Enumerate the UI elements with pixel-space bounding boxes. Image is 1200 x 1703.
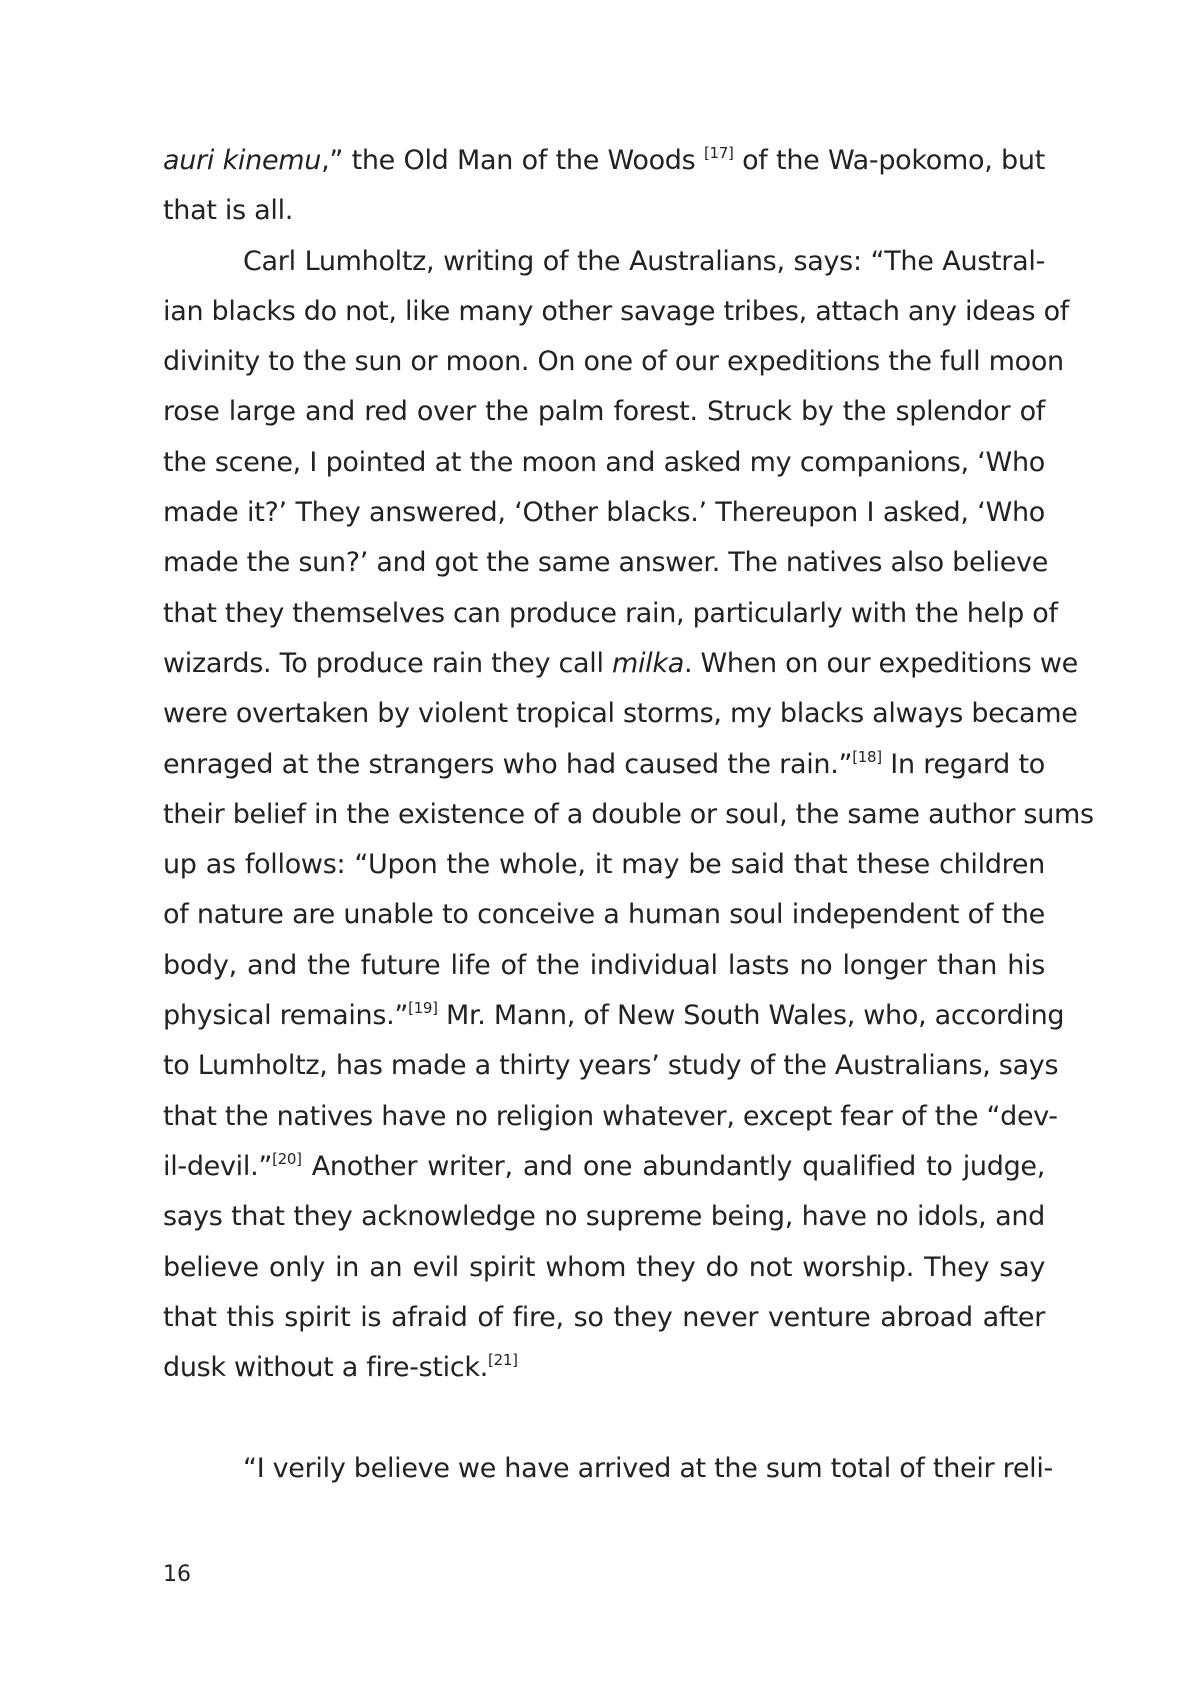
text-line: made it?’ They answered, ‘Other blacks.’ Thereupon I asked, ‘Who	[163, 497, 1045, 529]
footnote-ref-20[interactable]: [20]	[272, 1149, 302, 1168]
text-line: that this spirit is afraid of fire, so they never venture abroad after	[163, 1301, 1045, 1333]
text-line: made the sun?’ and got the same answer. The natives also believe	[163, 547, 1049, 579]
text-line: were overtaken by violent tropical storms, my blacks always became	[163, 698, 1078, 730]
text-line: of nature are unable to conceive a human soul independent of the	[163, 899, 1045, 931]
text-line: divinity to the sun or moon. On one of our expeditions the full moon	[163, 346, 1064, 378]
text-line: that they themselves can produce rain, particularly with the help of	[163, 597, 1058, 629]
text-line: their belief in the existence of a double or soul, the same author sums	[163, 798, 1094, 830]
text-line: physical remains.”[19] Mr. Mann, of New South Wales, who, according	[163, 999, 1065, 1032]
quote-start: “I verily believe we have arrived at the sum total of their reli-	[243, 1452, 1053, 1484]
italic-term-auri-kinemu: auri kinemu	[163, 145, 322, 176]
text-line: that the natives have no religion whatever, except fear of the “dev-	[163, 1100, 1058, 1132]
text-line: to Lumholtz, has made a thirty years’ study of the Australians, says	[163, 1050, 1059, 1082]
footnote-ref-18[interactable]: [18]	[852, 747, 882, 766]
footnote-ref-19[interactable]: [19]	[408, 999, 438, 1018]
text-line: rose large and red over the palm forest. Struck by the splendor of	[163, 396, 1045, 428]
text-line: il-devil.”[20] Another writer, and one abundantly qualified to judge,	[163, 1149, 1045, 1182]
text-line: wizards. To produce rain they call milka. When on our expeditions we	[163, 647, 1078, 679]
paragraph-start: Carl Lumholtz, writing of the Australians, says: “The Austral-	[243, 245, 1045, 277]
text-line: ian blacks do not, like many other savage tribes, attach any ideas of	[163, 295, 1070, 327]
text-line: the scene, I pointed at the moon and asked my companions, ‘Who	[163, 446, 1045, 478]
text-line: says that they acknowledge no supreme being, have no idols, and	[163, 1201, 1045, 1233]
text-line: believe only in an evil spirit whom they do not worship. They say	[163, 1251, 1045, 1283]
text-line: up as follows: “Upon the whole, it may be said that these children	[163, 849, 1045, 881]
page-number: 16	[163, 1562, 191, 1587]
footnote-ref-21[interactable]: [21]	[488, 1351, 518, 1370]
body-text	[163, 136, 1094, 1494]
italic-term-milka: milka	[611, 647, 684, 679]
text-line: enraged at the strangers who had caused the rain.”[18] In regard to	[163, 747, 1045, 780]
text-line: dusk without a fire-stick.[21]	[163, 1351, 518, 1384]
footnote-ref-17[interactable]: [17]	[703, 144, 734, 162]
text-line: body, and the future life of the individual lasts no longer than his	[163, 949, 1045, 981]
text-line: auri kinemu,” the Old Man of the Woods [17] of the Wa-pokomo, but	[163, 144, 1045, 176]
text-line: that is all.	[163, 195, 294, 227]
section-gap	[163, 1393, 1045, 1443]
